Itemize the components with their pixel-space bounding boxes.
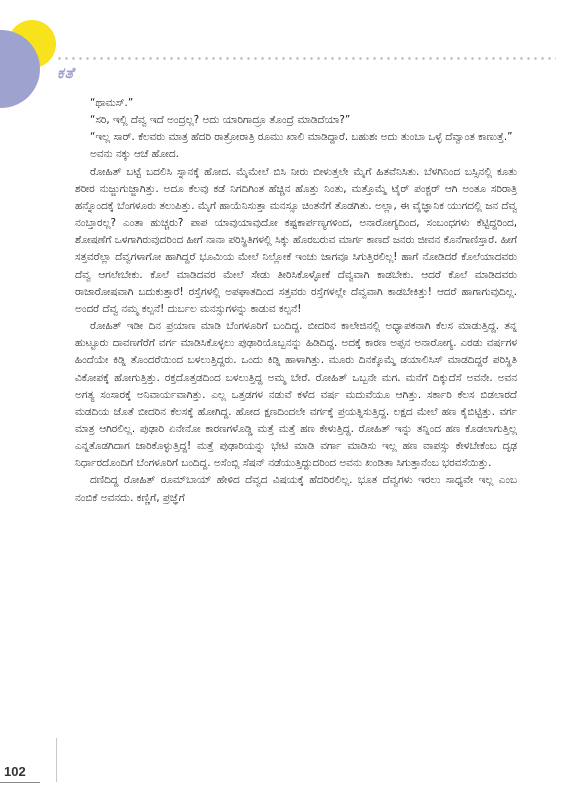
story-body: [75, 95, 517, 507]
dotted-header-rule: [56, 57, 556, 60]
paragraph: ದಣಿದಿದ್ದ ರೋಹಿತ್ ರೂಮ್‌ಬಾಯ್ ಹೇಳಿದ ದೆವ್ವದ ವಿಷಯಕ್ಕೆ ಹೆದರಿರಲಿಲ್ಲ. ಭೂತ ದೆವ್ವಗಳು ಇರಲು ಸಾಧ್ಯವೇ ಇಲ್ಲ ಎಂಬ ನಂಬಿಕೆ ಅವನದು. ಕಣ್ಣಿಗೆ, ಪ್ರಜ್ಞೆಗೆ: [75, 474, 517, 504]
paragraph: ರೋಹಿತ್ ಇಡೀ ದಿನ ಪ್ರಯಾಣ ಮಾಡಿ ಬೆಂಗಳೂರಿಗೆ ಬಂದಿದ್ದ. ಬೀದರಿನ ಕಾಲೇಜಿನಲ್ಲಿ ಅಧ್ಯಾಪಕನಾಗಿ ಕೆಲಸ ಮಾಡುತ್ತಿದ್ದ. ತನ್ನ ಹುಟ್ಟೂರು ದಾವಣಗೆರೆಗೆ ವರ್ಗ ಮಾಡಿಸಿಕೊಳ್ಳಲು ಪುಢಾರಿಯೊಬ್ಬನನ್ನು ಹಿಡಿದಿದ್ದ. ಅದಕ್ಕೆ ಕಾರಣ ಅಪ್ಪನ ಅನಾರೋಗ್ಯ. ಎರಡು ವರ್ಷಗಳ ಹಿಂದೆಯೇ ಕಿಡ್ನಿ ತೊಂದರೆಯಿಂದ ಬಳಲುತ್ತಿದ್ದರು. ಒಂದು ಕಿಡ್ನಿ ಹಾಳಾಗಿತ್ತು. ಮೂರು ದಿನಕ್ಕೊಮ್ಮೆ ಡಯಾಲಿಸಿಸ್ ಮಾಡದಿದ್ದರೆ ಪರಿಸ್ಥಿತಿ ವಿಕೋಪಕ್ಕೆ ಹೋಗುತ್ತಿತ್ತು. ರಕ್ತದೊತ್ತಡದಿಂದ ಬಳಲುತ್ತಿದ್ದ ಅಮ್ಮ ಬೇರೆ. ರೋಹಿತ್ ಒಬ್ಬನೇ ಮಗ. ಮನೆಗೆ ದಿಕ್ಕುದೆಸೆ ಅವನೇ. ಅವನ ಅಗತ್ಯ ಸಂಸಾರಕ್ಕೆ ಅನಿವಾರ್ಯವಾಗಿತ್ತು. ಎಲ್ಲ ಒತ್ತಡಗಳ ನಡುವೆ ಕಳೆದ ವರ್ಷ ಮದುವೆಯೂ ಆಗಿತ್ತು. ಸರ್ಕಾರಿ ಕೆಲಸ ಬಿಡಲಾರದೆ ಮಡದಿಯ ಜೊತೆ ಬೀದರಿನ ಕೆಲಸಕ್ಕೆ ಹೋಗಿದ್ದ. ಹೋದ ಕ್ಷಣದಿಂದಲೇ ವರ್ಗಕ್ಕೆ ಪ್ರಯತ್ನಿಸುತ್ತಿದ್ದ. ಲಕ್ಷದ ಮೇಲೆ ಹಣ ಕೈಬಿಟ್ಟಿತ್ತು. ವರ್ಗ ಮಾತ್ರ ಆಗಿರಲಿಲ್ಲ. ಪುಢಾರಿ ಏನೇನೋ ಕಾರಣಗಳೊಡ್ಡಿ ಮತ್ತೆ ಮತ್ತೆ ಹಣ ಕೇಳುತ್ತಿದ್ದ. ರೋಹಿತ್ ಇನ್ನು ತನ್ನಿಂದ ಹಣ ಕೊಡಲಾಗುತ್ತಿಲ್ಲ ಎನ್ನತೊಡಗಿದಾಗ ಜಾರಿಕೊಳ್ಳುತ್ತಿದ್ದ! ಮತ್ತೆ ಪುಢಾರಿಯನ್ನು ಭೇಟಿ ಮಾಡಿ ವರ್ಗಾ ಮಾಡಿಸು ಇಲ್ಲ ಹಣ ವಾಪಸ್ಸು ಕೇಳಬೇಕೆಂಬ ದೃಢ ನಿರ್ಧಾರದೊಂದಿಗೆ ಬೆಂಗಳೂರಿಗೆ ಬಂದಿದ್ದ. ಅಸೆಂಬ್ಲಿ ಸೆಷನ್ ನಡೆಯುತ್ತಿದ್ದುದರಿಂದ ಅವನು ಖಂಡಿತಾ ಸಿಗುತ್ತಾನೆಂಬ ಭರವಸೆಯಿತ್ತು.: [75, 320, 517, 470]
section-label: ಕತೆ: [57, 64, 75, 82]
paragraph: “ಇಲ್ಲ ಸಾರ್. ಕೆಲವರು ಮಾತ್ರ ಹೆದರಿ ರಾತ್ರೋರಾತ್ರಿ ರೂಮು ಖಾಲಿ ಮಾಡಿದ್ದಾರೆ. ಬಹುಶಃ ಅದು ತುಂಬಾ ಒಳ್ಳೆ ದೆವ್ವಾಂತ ಕಾಣುತ್ತೆ.”: [90, 131, 513, 144]
page-number-underline: [0, 782, 40, 783]
page-number: 102: [4, 764, 26, 779]
footer-side-rule: [56, 738, 57, 782]
paragraph: “ಥಾಮಸ್.”: [90, 97, 134, 109]
paragraph: ಅವನು ನಕ್ಕು ಆಚೆ ಹೋದ.: [90, 148, 179, 161]
paragraph: “ಸರಿ, ಇಲ್ಲಿ ದೆವ್ವ ಇದೆ ಅಂದ್ರಲ್ಲ? ಅದು ಯಾರಿಗಾದ್ರೂ ತೊಂದ್ರೆ ಮಾಡಿದೆಯಾ?”: [90, 114, 351, 127]
paragraph: ರೋಹಿತ್ ಬಟ್ಟೆ ಬದಲಿಸಿ ಸ್ನಾನಕ್ಕೆ ಹೋದ. ಮೈಮೇಲೆ ಬಿಸಿ ನೀರು ಬೀಳುತ್ತಲೇ ಮೈಗೆ ಹಿತವೆನಿಸಿತು. ಬೆಳಗಿನಿಂದ ಬಸ್ಸಿನಲ್ಲಿ ಕೂತು ಶರೀರ ನುಜ್ಜುಗುಜ್ಜಾಗಿತ್ತು. ಅದೂ ಕೆಲವು ಕಡೆ ನಿಗದಿಗಿಂತ ಹೆಚ್ಚಿನ ಹೊತ್ತು ನಿಂತು, ಮತ್ತೊಮ್ಮೆ ಟೈರ್ ಪಂಕ್ಚರ್ ಆಗಿ ಅಂತೂ ಸರಿರಾತ್ರಿ ಹನ್ನೊಂದಕ್ಕೆ ಬೆಂಗಳೂರು ತಲುಪಿತ್ತು. ಮೈಗೆ ಹಾಯೆನಿಸುತ್ತಾ ಮನಸ್ಸೂ ಚಿಂತನೆಗೆ ತೊಡಗಿತು. ಅಲ್ಲಾ, ಈ ವೈಜ್ಞಾನಿಕ ಯುಗದಲ್ಲಿ ಜನ ದೆವ್ವ ನಂಬ್ತಾರಲ್ಲ? ಎಂತಾ ಹುಚ್ಚರು? ಪಾಪ ಯಾವುಯಾವುದೋ ಕಷ್ಟಕಾರ್ಪಣ್ಯಗಳಿಂದ, ಅನಾರೋಗ್ಯದಿಂದ, ಸಂಬಂಧಗಳು ಕೆಟ್ಟಿದ್ದರಿಂದ, ಶೋಷಣೆಗೆ ಒಳಗಾಗಿರುವುದರಿಂದ ಹೀಗೆ ನಾನಾ ಪರಿಸ್ಥಿತಿಗಳಲ್ಲಿ ಸಿಕ್ಕು ಹೊರಬರುವ ಮಾರ್ಗ ಕಾಣದೆ ಜನರು ಜೀವನ ಕೊನೆಗಾಣಿಸ್ತಾರೆ. ಹೀಗೆ ಸತ್ತವರೆಲ್ಲಾ ದೆವ್ವಗಳಾಗೋ ಹಾಗಿದ್ದರೆ ಭೂಮಿಯ ಮೇಲೆ ನಿಲ್ಲೋಕೆ ಇಂಚು ಜಾಗವೂ ಸಿಗುತ್ತಿರಲಿಲ್ಲ! ಹಾಗೆ ನೋಡಿದರೆ ಕೊಲೆಯಾದವರು ದೆವ್ವ ಆಗಲೇಬೇಕು. ಕೊಲೆ ಮಾಡಿದವರ ಮೇಲೆ ಸೇಡು ತೀರಿಸಿಕೊಳ್ಳೋಕೆ ದೆವ್ವವಾಗಿ ಕಾಡಬೇಕು. ಆದರೆ ಕೊಲೆ ಮಾಡಿದವರು ರಾಜಾರೋಷವಾಗಿ ಬದುಕುತ್ತಾರೆ! ರಸ್ತೆಗಳಲ್ಲಿ ಅಪಘಾತದಿಂದ ಸತ್ತವರು ರಸ್ತೆಗಳಲ್ಲೇ ದೆವ್ವವಾಗಿ ಕಾಡಬೇಕಿತ್ತು! ಆದರೆ ಹಾಗಾಗುವುದಿಲ್ಲ. ಅಂದರೆ ದೆವ್ವ ನಮ್ಮ ಕಲ್ಪನೆ! ದುರ್ಬಲ ಮನಸ್ಸುಗಳನ್ನು ಕಾಡುವ ಕಲ್ಪನೆ!: [75, 165, 517, 315]
